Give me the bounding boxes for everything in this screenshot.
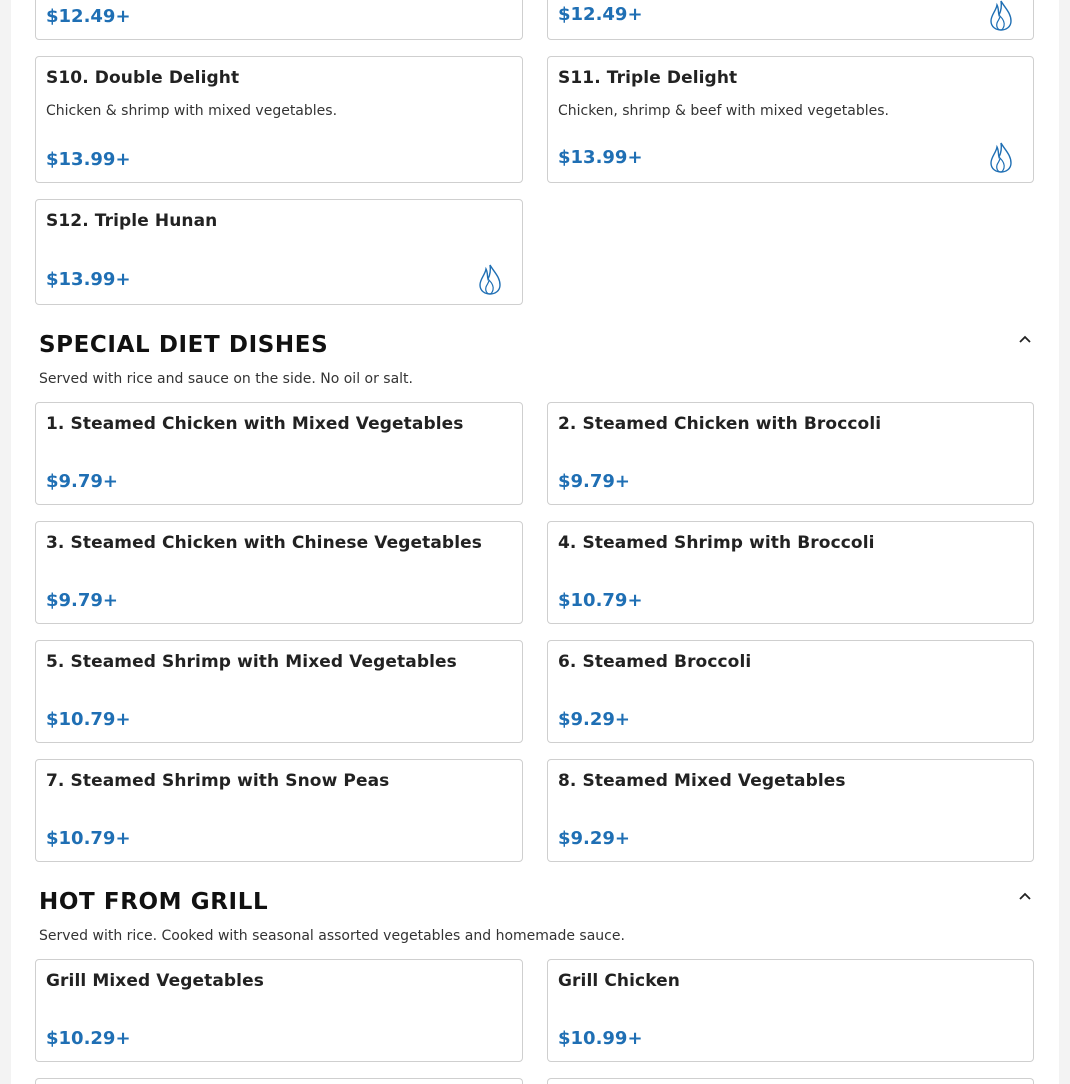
item-name: Grill Mixed Vegetables bbox=[46, 971, 264, 991]
menu-item-card[interactable] bbox=[547, 759, 1034, 862]
item-name: 1. Steamed Chicken with Mixed Vegetables bbox=[46, 414, 464, 434]
menu-item-card[interactable] bbox=[547, 959, 1034, 1062]
item-name: S10. Double Delight bbox=[46, 68, 240, 88]
item-name: 7. Steamed Shrimp with Snow Peas bbox=[46, 771, 390, 791]
item-name: 4. Steamed Shrimp with Broccoli bbox=[558, 533, 875, 553]
menu-item-card[interactable] bbox=[35, 521, 523, 624]
item-name: 5. Steamed Shrimp with Mixed Vegetables bbox=[46, 652, 457, 672]
flame-icon bbox=[477, 263, 503, 295]
section-description: Served with rice. Cooked with seasonal assorted vegetables and homemade sauce. bbox=[39, 928, 625, 944]
menu-item-card[interactable] bbox=[547, 640, 1034, 743]
menu-item-card[interactable] bbox=[547, 402, 1034, 505]
item-price: $9.79+ bbox=[558, 471, 631, 492]
menu-item-card[interactable] bbox=[35, 56, 523, 183]
item-name: Grill Chicken bbox=[558, 971, 681, 991]
flame-icon bbox=[988, 0, 1014, 31]
menu-item-card[interactable] bbox=[547, 521, 1034, 624]
item-description: Chicken & shrimp with mixed vegetables. bbox=[46, 103, 338, 119]
menu-item-card[interactable] bbox=[35, 959, 523, 1062]
menu-page bbox=[11, 0, 1059, 1084]
menu-item-card[interactable] bbox=[547, 0, 1034, 40]
section-description: Served with rice and sauce on the side. No oil or salt. bbox=[39, 371, 414, 387]
section-title: SPECIAL DIET DISHES bbox=[39, 332, 329, 358]
item-name: 3. Steamed Chicken with Chinese Vegetables bbox=[46, 533, 482, 553]
chevron-up-icon[interactable] bbox=[1017, 333, 1033, 345]
menu-item-card[interactable] bbox=[547, 56, 1034, 183]
menu-item-card[interactable] bbox=[35, 0, 523, 40]
menu-item-card[interactable] bbox=[35, 1078, 523, 1084]
menu-item-card[interactable] bbox=[35, 402, 523, 505]
item-price: $10.79+ bbox=[558, 590, 643, 611]
item-price: $10.99+ bbox=[558, 1028, 643, 1049]
section-title: HOT FROM GRILL bbox=[39, 889, 269, 915]
item-price: $10.29+ bbox=[46, 1028, 131, 1049]
menu-item-card[interactable] bbox=[547, 1078, 1034, 1084]
item-name: S11. Triple Delight bbox=[558, 68, 738, 88]
item-price: $13.99+ bbox=[46, 269, 131, 290]
flame-icon bbox=[988, 141, 1014, 173]
item-name: S12. Triple Hunan bbox=[46, 211, 218, 231]
menu-item-card[interactable] bbox=[35, 759, 523, 862]
item-price: $12.49+ bbox=[46, 6, 131, 27]
menu-item-card[interactable] bbox=[35, 199, 523, 305]
item-price: $13.99+ bbox=[558, 147, 643, 168]
menu-item-card[interactable] bbox=[35, 640, 523, 743]
item-price: $13.99+ bbox=[46, 149, 131, 170]
item-price: $9.29+ bbox=[558, 828, 631, 849]
item-price: $12.49+ bbox=[558, 4, 643, 25]
item-price: $10.79+ bbox=[46, 709, 131, 730]
item-name: 6. Steamed Broccoli bbox=[558, 652, 752, 672]
item-price: $9.29+ bbox=[558, 709, 631, 730]
item-description: Chicken, shrimp & beef with mixed vegetables. bbox=[558, 103, 889, 119]
item-price: $9.79+ bbox=[46, 590, 119, 611]
item-price: $10.79+ bbox=[46, 828, 131, 849]
item-name: 8. Steamed Mixed Vegetables bbox=[558, 771, 846, 791]
item-price: $9.79+ bbox=[46, 471, 119, 492]
item-name: 2. Steamed Chicken with Broccoli bbox=[558, 414, 882, 434]
chevron-up-icon[interactable] bbox=[1017, 890, 1033, 902]
